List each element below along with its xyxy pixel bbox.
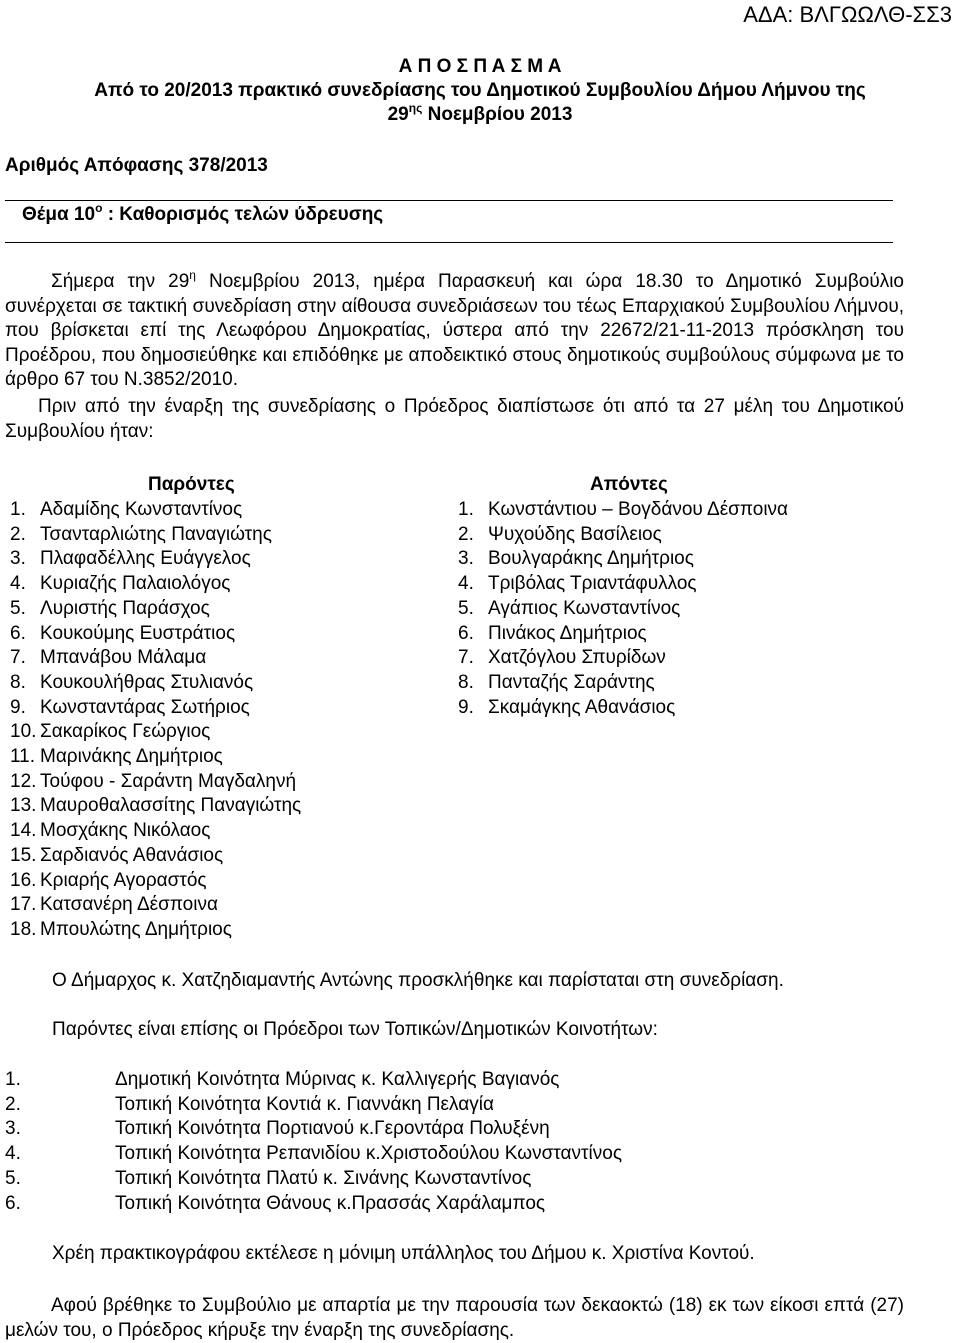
meeting-day: 29 <box>387 104 409 125</box>
present-item-number: 16. <box>10 869 37 891</box>
community-item <box>5 1167 622 1192</box>
intro-paragraph <box>5 270 904 393</box>
present-item <box>10 498 301 523</box>
present-item-name: Λυριστής Παράσχος <box>40 597 210 619</box>
community-item <box>5 1192 622 1217</box>
community-item <box>5 1117 622 1142</box>
present-item-number: 7. <box>10 647 26 669</box>
present-item <box>10 918 301 943</box>
absent-item-number: 9. <box>458 696 474 718</box>
secretary-statement: Χρέη πρακτικογράφου εκτέλεσε η μόνιμη υπάλληλος του Δήμου κ. Χριστίνα Κοντού. <box>52 1243 755 1264</box>
present-item-name: Μαυροθαλασσίτης Παναγιώτης <box>40 795 302 817</box>
absent-item-number: 1. <box>458 499 474 520</box>
meeting-day-suffix: ης <box>408 101 423 115</box>
present-list <box>10 498 301 943</box>
intro-sup: η <box>189 268 196 282</box>
subject-prefix: Θέμα 10 <box>22 204 96 225</box>
present-item <box>10 523 301 548</box>
present-item-name: Κατσανέρη Δέσποινα <box>40 894 218 916</box>
present-item-name: Μπανάβου Μάλαμα <box>40 647 207 669</box>
present-item-number: 13. <box>10 795 37 817</box>
present-item <box>10 572 301 597</box>
absent-item-name: Χατζόγλου Σπυρίδων <box>488 647 666 669</box>
intro-body: Νοεμβρίου 2013, ημέρα Παρασκευή και ώρα 18.30 το Δημοτικό Συμβούλιο συνέρχεται σε τακτική συνεδρίαση στην αίθουσα συνεδριάσεων του τέως Επαρχιακού Συμβουλίου Λήμνου, που βρίσκεται επί της Λεωφόρου Δημοκρατίας, ύστερα από την 22672/21-11-2013 πρόσκληση του Προέδρου, που δημοσιεύθηκε και επιδόθηκε με αποδεικτικό στους δημοτικούς συμβούλους σύμφωνα με το άρθρο 67 του Ν.3852/2010. <box>5 271 904 390</box>
present-item-name: Μοσχάκης Νικόλαος <box>40 820 211 842</box>
absent-item-number: 8. <box>458 671 474 693</box>
present-item-number: 5. <box>10 597 26 619</box>
present-item-number: 12. <box>10 770 37 792</box>
absent-item-number: 5. <box>458 597 474 619</box>
absent-item <box>458 696 788 721</box>
present-item <box>10 819 301 844</box>
absent-heading: Απόντες <box>590 474 668 495</box>
present-item <box>10 770 301 795</box>
divider-top <box>5 200 893 201</box>
present-item-name: Μαρινάκης Δημήτριος <box>40 746 223 768</box>
present-item-number: 18. <box>10 918 37 940</box>
decision-number: Αριθμός Απόφασης 378/2013 <box>5 155 268 176</box>
absent-item-number: 6. <box>458 622 474 644</box>
present-item-name: Κουκουλήθρας Στυλιανός <box>40 671 254 693</box>
present-item-name: Αδαμίδης Κωνσταντίνος <box>40 499 243 520</box>
present-item-number: 3. <box>10 548 26 570</box>
community-item-name: Τοπική Κοινότητα Ρεπανιδίου κ.Χριστοδούλου Κωνσταντίνος <box>115 1143 622 1165</box>
absent-item <box>458 671 788 696</box>
absent-item <box>458 572 788 597</box>
present-item-number: 4. <box>10 573 26 595</box>
present-item-name: Σαρδιανός Αθανάσιος <box>40 844 224 866</box>
present-heading: Παρόντες <box>148 474 235 495</box>
present-item <box>10 745 301 770</box>
present-item-name: Κριαρής Αγοραστός <box>40 869 207 891</box>
absent-item-name: Βουλγαράκης Δημήτριος <box>488 548 694 570</box>
present-item-number: 10. <box>10 721 37 743</box>
subject-line <box>22 201 384 226</box>
present-item-name: Τούφου - Σαράντη Μαγδαληνή <box>40 770 297 792</box>
attendance-paragraph: Πριν από την έναρξη της συνεδρίασης ο Πρόεδρος διαπίστωσε ότι από τα 27 μέλη του Δημοτικού Συμβουλίου ήταν: <box>5 396 904 442</box>
present-item-number: 11. <box>10 746 36 768</box>
absent-item-name: Αγάπιος Κωνσταντίνος <box>488 597 681 619</box>
absent-item-number: 4. <box>458 573 474 595</box>
subject-sup: ο <box>95 201 103 215</box>
present-item <box>10 893 301 918</box>
present-item-name: Πλαφαδέλλης Ευάγγελος <box>40 548 251 570</box>
community-item-number: 3. <box>5 1118 21 1140</box>
absent-item <box>458 597 788 622</box>
present-item-name: Τσανταρλιώτης Παναγιώτης <box>40 523 272 545</box>
present-item-number: 8. <box>10 671 26 693</box>
present-item <box>10 720 301 745</box>
absent-item <box>458 498 788 523</box>
community-item-number: 5. <box>5 1167 21 1189</box>
subject-text: : Καθορισμός τελών ύδρευσης <box>102 204 384 225</box>
present-item <box>10 547 301 572</box>
divider-bottom <box>5 242 893 243</box>
present-item-name: Κυριαζής Παλαιολόγος <box>40 573 231 595</box>
community-item-number: 6. <box>5 1192 21 1214</box>
community-item-name: Τοπική Κοινότητα Κοντιά κ. Γιαννάκη Πελαγία <box>115 1093 494 1115</box>
ada-code: ΑΔΑ: ΒΛΓΩΩΛΘ-ΣΣ3 <box>743 2 952 27</box>
present-item <box>10 869 301 894</box>
present-item <box>10 597 301 622</box>
absent-item-number: 7. <box>458 647 474 669</box>
document-title: Α Π Ο Σ Π Α Σ Μ Α <box>398 56 562 77</box>
present-item-number: 6. <box>10 622 26 644</box>
community-item-name: Δημοτική Κοινότητα Μύρινας κ. Καλλιγερής Βαγιανός <box>115 1069 560 1090</box>
present-item <box>10 794 301 819</box>
community-item-number: 2. <box>5 1093 21 1115</box>
present-item-number: 14. <box>10 820 37 842</box>
present-item <box>10 671 301 696</box>
absent-item-number: 2. <box>458 523 474 545</box>
community-item <box>5 1068 622 1093</box>
absent-item <box>458 646 788 671</box>
quorum-paragraph: Αφού βρέθηκε το Συμβούλιο με απαρτία με την παρουσία των δεκαοκτώ (18) εκ των είκοσι επτά (27) μελών του, ο Πρόεδρος κήρυξε την έναρξη της συνεδρίασης. <box>5 1295 904 1341</box>
present-item <box>10 622 301 647</box>
intro-start: Σήμερα την 29 <box>51 271 190 292</box>
document-subtitle: Από το 20/2013 πρακτικό συνεδρίασης του Δημοτικού Συμβουλίου Δήμου Λήμνου της <box>94 80 866 101</box>
present-item-number: 1. <box>10 499 26 520</box>
absent-item <box>458 523 788 548</box>
community-item-number: 4. <box>5 1143 21 1165</box>
community-item <box>5 1142 622 1167</box>
present-item <box>10 646 301 671</box>
absent-item-name: Πανταζής Σαράντης <box>488 671 655 693</box>
absent-item-name: Σκαμάγκης Αθανάσιος <box>488 696 676 718</box>
present-item-number: 9. <box>10 696 26 718</box>
present-item-number: 17. <box>10 894 37 916</box>
mayor-statement: Ο Δήμαρχος κ. Χατζηδιαμαντής Αντώνης προσκλήθηκε και παρίσταται στη συνεδρίαση. <box>52 970 784 991</box>
absent-item-name: Πινάκος Δημήτριος <box>488 622 647 644</box>
meeting-month: Νοεμβρίου 2013 <box>422 104 573 125</box>
present-item-name: Μπουλώτης Δημήτριος <box>40 918 232 940</box>
absent-item-name: Ψυχούδης Βασίλειος <box>488 523 662 545</box>
absent-item <box>458 622 788 647</box>
community-item-name: Τοπική Κοινότητα Πορτιανού κ.Γεροντάρα Πολυξένη <box>115 1118 550 1140</box>
community-item-number: 1. <box>5 1069 21 1090</box>
present-item-name: Κωνσταντάρας Σωτήριος <box>40 696 250 718</box>
present-item-name: Κουκούμης Ευστράτιος <box>40 622 236 644</box>
absent-list <box>458 498 788 720</box>
present-item-number: 2. <box>10 523 26 545</box>
present-item <box>10 844 301 869</box>
present-item <box>10 696 301 721</box>
meeting-date <box>0 101 960 126</box>
absent-item-number: 3. <box>458 548 474 570</box>
community-item <box>5 1093 622 1118</box>
community-item-name: Τοπική Κοινότητα Θάνους κ.Πρασσάς Χαράλαμπος <box>115 1192 546 1214</box>
present-item-number: 15. <box>10 844 37 866</box>
absent-item <box>458 547 788 572</box>
community-item-name: Τοπική Κοινότητα Πλατύ κ. Σινάνης Κωνσταντίνος <box>115 1167 532 1189</box>
present-item-name: Σακαρίκος Γεώργιος <box>40 721 211 743</box>
communities-list <box>5 1068 622 1216</box>
communities-intro: Παρόντες είναι επίσης οι Πρόεδροι των Τοπικών/Δημοτικών Κοινοτήτων: <box>52 1019 658 1040</box>
absent-item-name: Τριβόλας Τριαντάφυλλος <box>488 573 697 595</box>
absent-item-name: Κωνστάντιου – Βογδάνου Δέσποινα <box>488 499 789 520</box>
